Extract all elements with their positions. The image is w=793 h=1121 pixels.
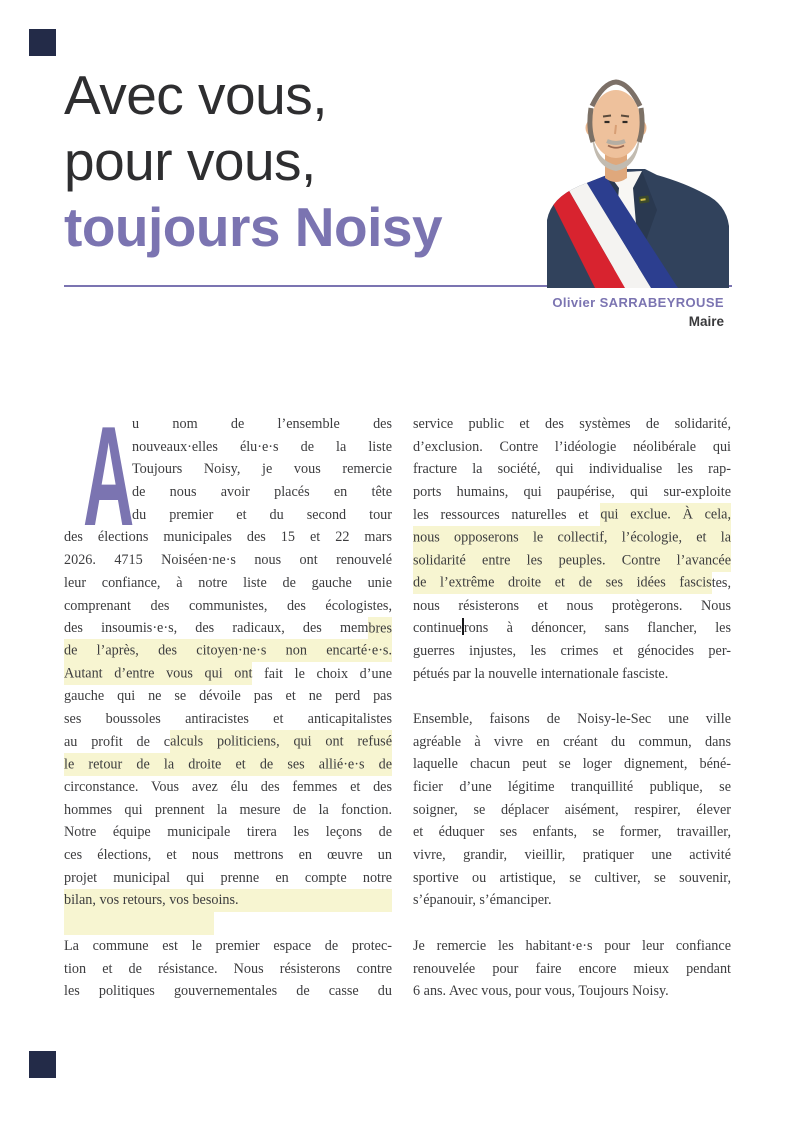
dropcap-letter bbox=[83, 422, 139, 527]
body-text: guerres injustes, les crimes et génocides per- bbox=[413, 642, 731, 659]
mayor-name: Olivier SARRABEYROUSE bbox=[552, 295, 724, 310]
body-text: au profit de c bbox=[64, 733, 171, 750]
text-line bbox=[64, 549, 392, 572]
highlighted-text: alculs politiciens, qui ont refusé bbox=[170, 730, 392, 753]
highlighted-text: de l’extrême droite et de ses idées fascis bbox=[413, 571, 712, 594]
text-line bbox=[413, 572, 731, 595]
text-line bbox=[413, 731, 731, 754]
body-text: les ressources naturelles et bbox=[413, 506, 601, 523]
mayor-photo bbox=[545, 70, 731, 288]
text-line bbox=[413, 595, 731, 618]
highlighted-text: bres bbox=[368, 617, 392, 640]
text-line bbox=[413, 799, 731, 822]
body-text: soigner, se déplacer aisément, respirer, élever bbox=[413, 801, 731, 818]
svg-text:A: A bbox=[83, 422, 135, 527]
body-text: de nous avoir placés en tête bbox=[132, 484, 392, 501]
title-line-1: Avec vous, bbox=[64, 64, 328, 126]
body-text: des élections municipales des 15 et 22 mars bbox=[64, 529, 392, 546]
body-text: fracture la société, qui individualise les rap- bbox=[413, 461, 731, 478]
body-text: Je remercie les habitant·e·s pour leur confiance bbox=[413, 937, 731, 954]
body-text: renouvelée pour faire encore mieux pendant bbox=[413, 960, 731, 977]
title-line-3: toujours Noisy bbox=[64, 196, 443, 258]
body-text: u nom de l’ensemble des bbox=[132, 416, 392, 432]
text-line bbox=[413, 753, 731, 776]
text-line bbox=[64, 980, 392, 1003]
text-line bbox=[413, 526, 731, 549]
body-text: sportive ou artistique, se cultiver, se souvenir, bbox=[413, 869, 731, 886]
text-line bbox=[64, 640, 392, 663]
text-line bbox=[64, 935, 392, 958]
body-text: continue bbox=[413, 620, 462, 637]
photo-caption bbox=[480, 296, 724, 329]
text-line bbox=[64, 753, 392, 776]
text-line bbox=[413, 776, 731, 799]
text-line bbox=[413, 980, 731, 1003]
body-text: fait le choix d’une bbox=[252, 665, 392, 682]
text-line bbox=[64, 844, 392, 867]
text-line bbox=[413, 549, 731, 572]
highlighted-text: solidarité entre les peuples. Contre l’avancée bbox=[413, 549, 731, 572]
text-line bbox=[64, 595, 392, 618]
body-text: nous résisterons et nous protègerons. Nous bbox=[413, 597, 731, 614]
text-column-left bbox=[64, 413, 392, 1003]
body-text: 6 ans. Avec vous, pour vous, Toujours Noisy. bbox=[413, 983, 669, 1000]
body-text: des insoumis·e·s, des radicaux, des mem bbox=[64, 620, 369, 637]
text-line bbox=[64, 708, 392, 731]
body-text: gauche qui ne se dévoile pas et ne perd pas bbox=[64, 688, 392, 705]
text-line bbox=[64, 572, 392, 595]
body-text: ses boussoles antiracistes et anticapitalistes bbox=[64, 710, 392, 727]
body-text: projet municipal qui prenne en compte notre bbox=[64, 869, 392, 886]
text-line bbox=[64, 867, 392, 890]
highlighted-text: qui exclue. À cela, bbox=[600, 503, 731, 526]
text-line bbox=[64, 799, 392, 822]
body-text: s’épanouir, s’émanciper. bbox=[413, 892, 552, 909]
text-line bbox=[413, 481, 731, 504]
highlight-tail bbox=[64, 912, 214, 935]
text-line bbox=[413, 844, 731, 867]
corner-mark-bottom bbox=[29, 1051, 56, 1078]
body-text: ces élections, et nous mettrons en œuvre un bbox=[64, 847, 392, 864]
body-text: ports humains, qui paupérise, qui sur-exploite bbox=[413, 484, 731, 501]
text-line bbox=[64, 731, 392, 754]
body-text: service public et des systèmes de solidarité, bbox=[413, 416, 731, 432]
mayor-role: Maire bbox=[688, 313, 724, 329]
text-line bbox=[413, 935, 731, 958]
text-line bbox=[64, 958, 392, 981]
text-line bbox=[64, 776, 392, 799]
highlighted-text: nous opposerons le collectif, l’écologie, et la bbox=[413, 526, 731, 549]
body-text: laquelle chacun peut se loger dignement, béné- bbox=[413, 756, 731, 773]
body-text: 2026. 4715 Noiséen·ne·s nous ont renouvelé bbox=[64, 552, 392, 569]
body-text: d’exclusion. Contre l’idéologie néolibérale qui bbox=[413, 438, 731, 455]
text-column-right bbox=[413, 413, 731, 1003]
body-text: les politiques gouvernementales de casse du bbox=[64, 983, 392, 1000]
face bbox=[586, 82, 647, 182]
text-line bbox=[64, 526, 392, 549]
body-text: leur confiance, à notre liste de gauche unie bbox=[64, 574, 392, 591]
body-text: Notre équipe municipale tirera les leçons de bbox=[64, 824, 392, 841]
text-line bbox=[413, 958, 731, 981]
body-text: hommes qui prennent la mesure de la fonction. bbox=[64, 801, 392, 818]
body-text: Toujours Noisy, je vous remercie bbox=[132, 461, 392, 478]
text-line bbox=[64, 617, 392, 640]
body-text: et éduquer ses enfants, se former, travailler, bbox=[413, 824, 731, 841]
body-text: vivre, grandir, vieillir, pratiquer une activité bbox=[413, 847, 731, 864]
body-text: La commune est le premier espace de protec- bbox=[64, 937, 392, 954]
highlighted-text: de l’après, des citoyen·ne·s non encarté·e·s. bbox=[64, 639, 392, 662]
text-line bbox=[413, 413, 731, 436]
text-line bbox=[413, 867, 731, 890]
body-text: bilan, vos retours, vos besoins. bbox=[64, 892, 239, 909]
body-text: Ensemble, faisons de Noisy-le-Sec une ville bbox=[413, 710, 731, 727]
text-line bbox=[413, 436, 731, 459]
body-text: tion et de résistance. Nous résisterons contre bbox=[64, 960, 392, 977]
text-line bbox=[64, 821, 392, 844]
text-line bbox=[64, 685, 392, 708]
text-line bbox=[413, 708, 731, 731]
corner-mark-top bbox=[29, 29, 56, 56]
text-line bbox=[413, 504, 731, 527]
body-text: ficier d’une légitime tranquillité publique, se bbox=[413, 779, 731, 795]
highlighted-text: Autant d’entre vous qui ont bbox=[64, 662, 252, 685]
blank-line bbox=[64, 912, 392, 935]
body-text: rons à dénoncer, sans flancher, les bbox=[463, 620, 731, 637]
blank-line bbox=[413, 685, 731, 708]
body-text: pétués par la nouvelle internationale fasciste. bbox=[413, 665, 669, 682]
text-line bbox=[64, 663, 392, 686]
blank-line bbox=[413, 912, 731, 935]
highlighted-text: le retour de la droite et de ses allié·e·s de bbox=[64, 753, 392, 776]
body-text: comprenant des communistes, des écologistes, bbox=[64, 597, 392, 614]
flag-pin bbox=[639, 195, 650, 203]
text-line bbox=[413, 617, 731, 640]
body-text: tes, bbox=[711, 574, 731, 591]
text-line bbox=[64, 889, 392, 912]
text-line bbox=[413, 640, 731, 663]
body-text: circonstance. Vous avez élu des femmes et des bbox=[64, 779, 392, 795]
text-line bbox=[413, 663, 731, 686]
body-text: agréable à vivre en créant du commun, dans bbox=[413, 733, 731, 750]
text-line bbox=[413, 821, 731, 844]
body-text: du premier et du second tour bbox=[132, 506, 392, 523]
title-line-2: pour vous, bbox=[64, 130, 316, 192]
text-line bbox=[413, 458, 731, 481]
body-text: nouveaux·elles élu·e·s de la liste bbox=[132, 438, 392, 455]
text-line bbox=[413, 889, 731, 912]
page-title bbox=[64, 62, 442, 260]
